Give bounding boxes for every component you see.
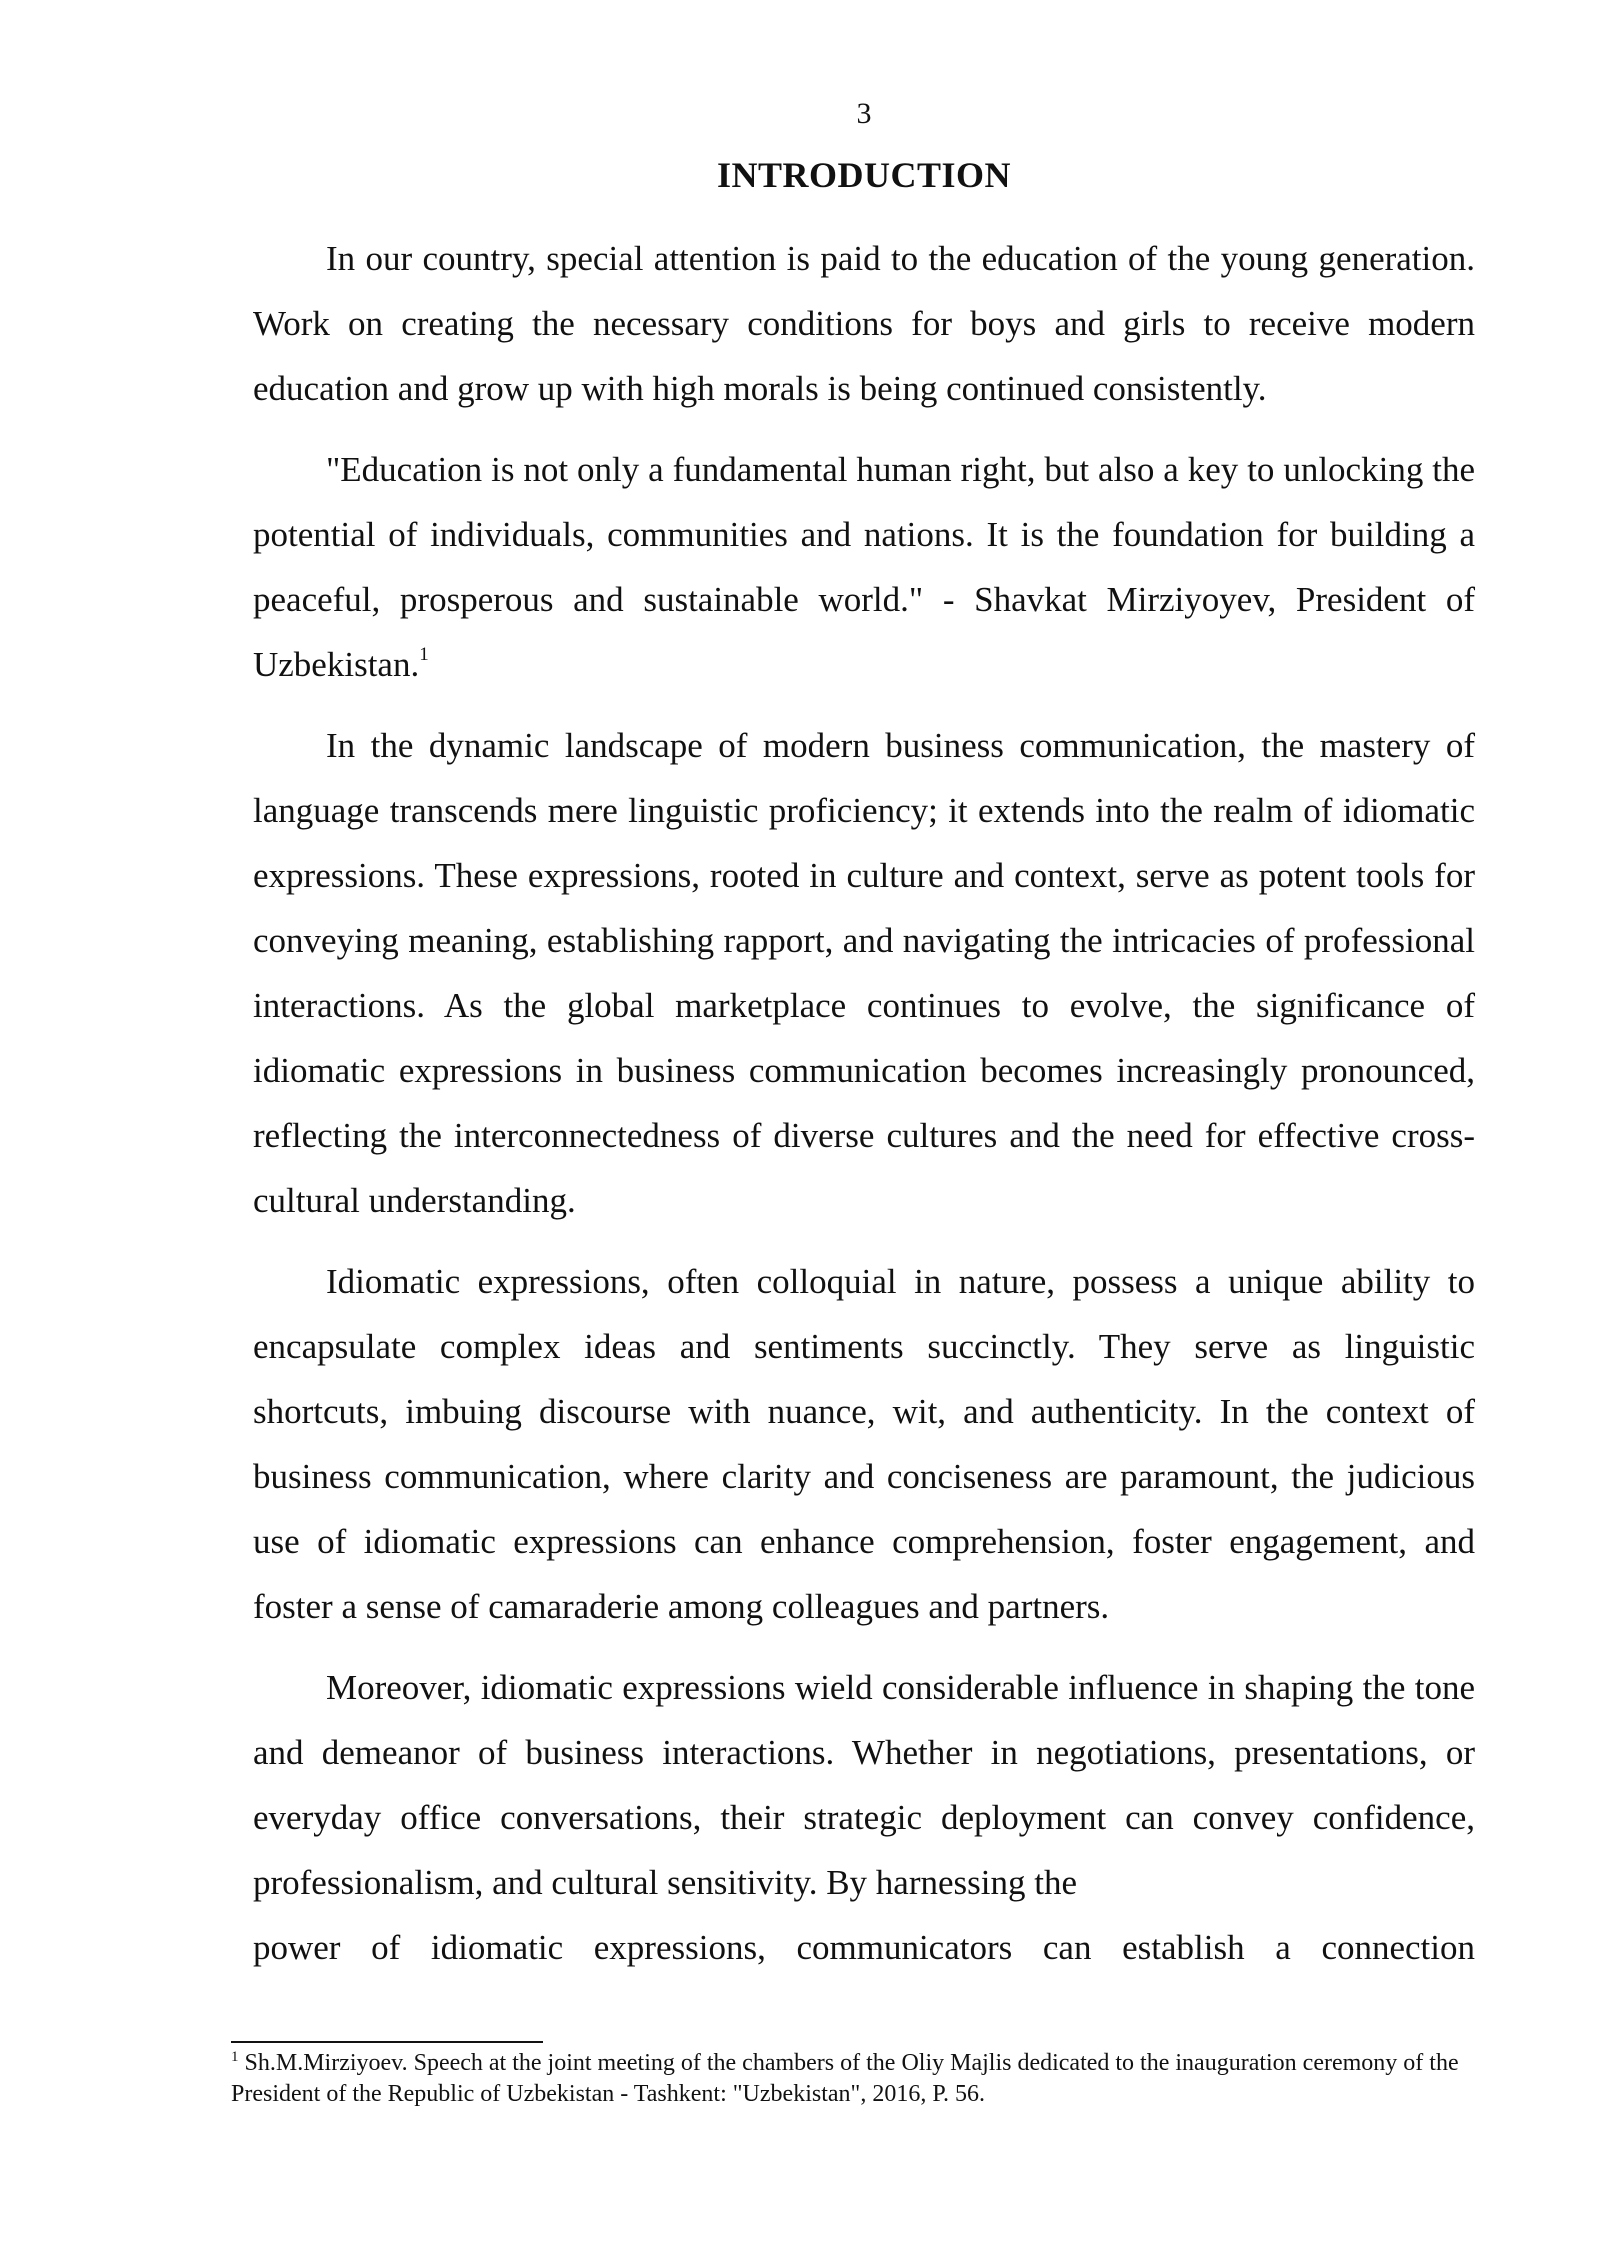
paragraph: In the dynamic landscape of modern business communication, the mastery of language transcends mere linguistic proficiency; it extends into the realm of idiomatic expressions. These expressions, rooted in culture and context, serve as potent tools for conveying meaning, establishing rapport, and navigating the intricacies of professional interactions. As the global marketplace continues to evolve, the significance of idiomatic expressions in business communication becomes increasingly pronounced, reflecting the interconnectedness of diverse cultures and the need for effective cross-cultural understanding.: [253, 726, 1475, 1220]
paragraph: In our country, special attention is paid to the education of the young generation. Work on creating the necessary conditions for boys and girls to receive modern education and grow up with high morals is being continued consistently.: [253, 239, 1475, 408]
footnote: [231, 2048, 1461, 2110]
footnote-marker: 1: [231, 2049, 239, 2065]
page-number: 3: [856, 97, 872, 130]
body-text: [253, 226, 1475, 1980]
footnote-separator: [231, 2041, 543, 2043]
paragraph-continued: power of idiomatic expressions, communicators can establish a connection: [253, 1928, 1475, 1967]
footnote-text: Sh.M.Mirziyoev. Speech at the joint meeting of the chambers of the Oliy Majlis dedicated to the inauguration ceremony of the President of the Republic of Uzbekistan - Tashkent: "Uzbekistan", 2016, P. 56.: [231, 2050, 1459, 2107]
paragraph: [253, 437, 1475, 697]
paragraph-text: "Education is not only a fundamental human right, but also a key to unlocking the potential of individuals, communities and nations. It is the foundation for building a peaceful, prosperous and sustainable world." - Shavkat Mirziyoyev, President of Uzbekistan.: [253, 450, 1475, 684]
paragraph: Idiomatic expressions, often colloquial in nature, possess a unique ability to encapsulate complex ideas and sentiments succinctly. They serve as linguistic shortcuts, imbuing discourse with nuance, wit, and authenticity. In the context of business communication, where clarity and conciseness are paramount, the judicious use of idiomatic expressions can enhance comprehension, foster engagement, and foster a sense of camaraderie among colleagues and partners.: [253, 1262, 1475, 1626]
footnote-reference: 1: [419, 644, 429, 665]
section-heading: INTRODUCTION: [716, 155, 1012, 195]
paragraph: Moreover, idiomatic expressions wield considerable influence in shaping the tone and demeanor of business interactions. Whether in negotiations, presentations, or everyday office conversations, their strategic deployment can convey confidence, professionalism, and cultural sensitivity. By harnessing the: [253, 1668, 1475, 1902]
